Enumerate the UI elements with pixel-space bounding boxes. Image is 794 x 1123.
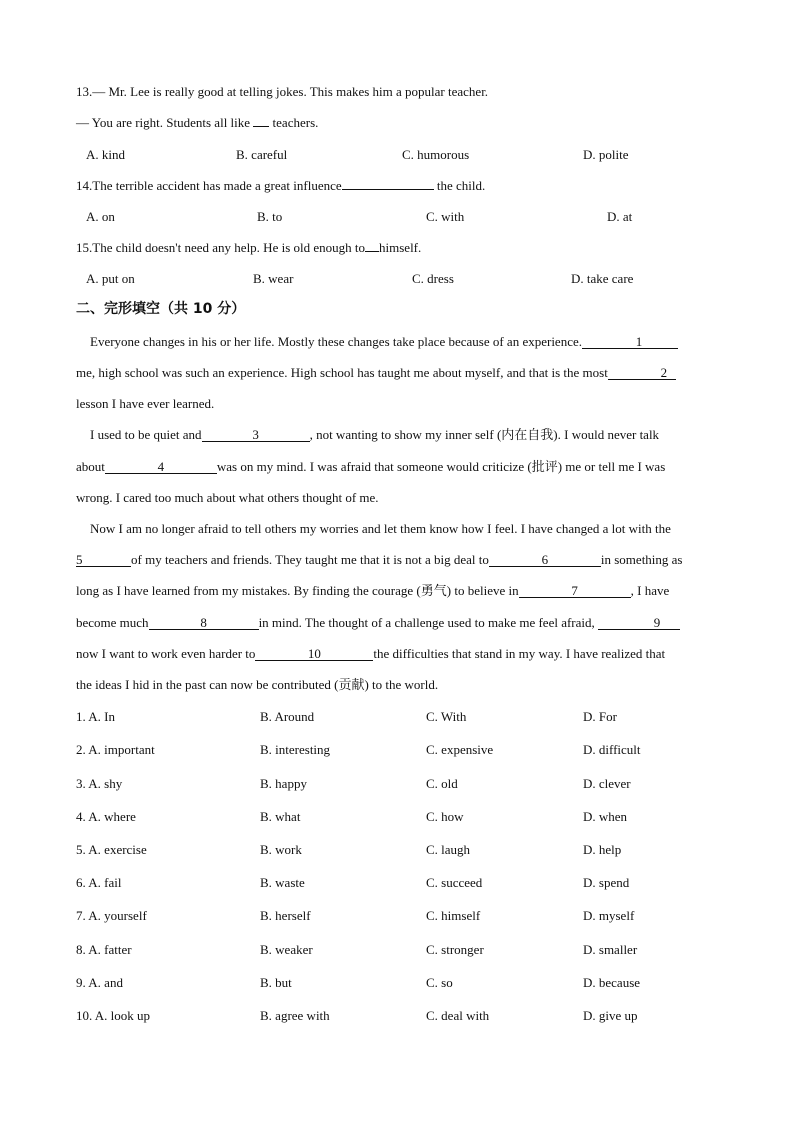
passage-line-1 — [90, 335, 678, 349]
blank-number: 8 — [200, 615, 207, 630]
passage-line-12: the ideas I hid in the past can now be contributed (贡献) to the world. — [76, 677, 439, 692]
cloze-option-row — [0, 710, 794, 726]
cloze-blank-10[interactable] — [255, 647, 373, 661]
option-b: B. what — [260, 809, 301, 824]
passage-line-7: Now I am no longer afraid to tell others my worries and let them know how I feel. I have changed a lot with the — [90, 521, 671, 536]
option-d: D. when — [583, 809, 628, 824]
option-d: D. because — [583, 975, 641, 990]
passage-line-3: lesson I have ever learned. — [76, 396, 215, 411]
option-b: B. interesting — [260, 742, 331, 757]
cloze-option-row — [0, 976, 794, 992]
q15-options — [0, 272, 794, 288]
cloze-option-row — [0, 876, 794, 892]
q15-option-b: B. wear — [253, 271, 294, 286]
cloze-option-row — [0, 909, 794, 925]
passage-line-11 — [76, 647, 665, 661]
q14-stem-text-a: 14.The terrible accident has made a great influence — [76, 178, 342, 193]
q15-blank[interactable] — [365, 251, 379, 252]
blank-number: 5 — [76, 552, 83, 567]
section-heading: 二、完形填空（共 10 分） — [76, 301, 246, 317]
q14-blank[interactable] — [342, 189, 434, 190]
cloze-option-row — [0, 843, 794, 859]
cloze-blank-2[interactable] — [608, 366, 676, 380]
q13-stem-text-b: teachers. — [272, 115, 319, 130]
q13-option-c: C. humorous — [402, 147, 470, 162]
passage-line-4 — [90, 428, 659, 442]
option-b: B. weaker — [260, 942, 313, 957]
cloze-option-row — [0, 810, 794, 826]
cloze-blank-3[interactable] — [202, 428, 310, 442]
option-a: 7. A. yourself — [76, 908, 147, 923]
q14-option-b: B. to — [257, 209, 283, 224]
q13-option-a: A. kind — [86, 147, 125, 162]
option-d: D. spend — [583, 875, 630, 890]
option-d: D. difficult — [583, 742, 641, 757]
option-c: C. himself — [426, 908, 481, 923]
passage-text: I used to be quiet and — [90, 427, 202, 442]
option-d: D. give up — [583, 1008, 638, 1023]
cloze-blank-1[interactable] — [582, 335, 678, 349]
option-a: 1. A. In — [76, 709, 115, 724]
q14-option-d: D. at — [607, 209, 633, 224]
option-a: 6. A. fail — [76, 875, 122, 890]
option-c: C. deal with — [426, 1008, 490, 1023]
passage-text: become much — [76, 615, 149, 630]
blank-number: 9 — [653, 615, 661, 630]
option-d: D. myself — [583, 908, 635, 923]
q14-options — [0, 210, 794, 226]
q13-blank[interactable] — [253, 126, 269, 127]
blank-number: 3 — [252, 427, 259, 442]
option-c: C. stronger — [426, 942, 484, 957]
passage-line-8 — [76, 553, 683, 567]
blank-number: 7 — [571, 583, 578, 598]
blank-number: 2 — [660, 365, 668, 380]
option-b: B. Around — [260, 709, 315, 724]
option-c: C. how — [426, 809, 464, 824]
option-c: C. laugh — [426, 842, 471, 857]
q15-option-a: A. put on — [86, 271, 135, 286]
q15-stem-text-a: 15.The child doesn't need any help. He is old enough to — [76, 240, 366, 255]
option-b: B. waste — [260, 875, 305, 890]
q13-option-b: B. careful — [236, 147, 288, 162]
option-c: C. expensive — [426, 742, 494, 757]
passage-text: now I want to work even harder to — [76, 646, 256, 661]
blank-number: 10 — [307, 646, 321, 661]
q14-stem — [76, 179, 485, 192]
cloze-option-row — [0, 777, 794, 793]
passage-text: long as I have learned from my mistakes. By finding the courage (勇气) to believe in — [76, 583, 519, 598]
passage-line-6: wrong. I cared too much about what others thought of me. — [76, 490, 379, 505]
passage-line-5 — [76, 460, 665, 474]
q13-stem-line1: 13.— Mr. Lee is really good at telling jokes. This makes him a popular teacher. — [76, 84, 489, 99]
cloze-blank-5[interactable] — [76, 553, 131, 567]
blank-number: 1 — [635, 334, 643, 349]
q15-option-c: C. dress — [412, 271, 454, 286]
option-b: B. happy — [260, 776, 307, 791]
option-a: 5. A. exercise — [76, 842, 147, 857]
passage-text: of my teachers and friends. They taught me that it is not a big deal to — [131, 552, 489, 567]
passage-text: me, high school was such an experience. High school has taught me about myself, and that is the most — [76, 365, 608, 380]
cloze-blank-9[interactable] — [598, 616, 680, 630]
option-d: D. clever — [583, 776, 631, 791]
q14-option-c: C. with — [426, 209, 465, 224]
passage-line-10 — [76, 616, 680, 630]
q13-stem-text-a: — You are right. Students all like — [76, 115, 251, 130]
passage-text: Everyone changes in his or her life. Mostly these changes take place because of an experience. — [90, 334, 582, 349]
cloze-option-row — [0, 943, 794, 959]
q13-option-d: D. polite — [583, 147, 629, 162]
passage-text: in mind. The thought of a challenge used to make me feel afraid, — [258, 615, 595, 630]
option-b: B. but — [260, 975, 292, 990]
option-a: 4. A. where — [76, 809, 136, 824]
option-a: 9. A. and — [76, 975, 123, 990]
option-a: 3. A. shy — [76, 776, 123, 791]
option-b: B. herself — [260, 908, 311, 923]
q15-stem-text-b: himself. — [379, 240, 422, 255]
q13-stem-line2 — [76, 116, 318, 129]
option-a: 8. A. fatter — [76, 942, 132, 957]
passage-line-9 — [76, 584, 669, 598]
q13-options — [0, 148, 794, 164]
cloze-blank-4[interactable] — [105, 460, 217, 474]
q14-option-a: A. on — [86, 209, 115, 224]
passage-text: was on my mind. I was afraid that someone would criticize (批评) me or tell me I was — [216, 459, 666, 474]
option-c: C. so — [426, 975, 453, 990]
blank-number: 6 — [541, 552, 549, 567]
option-c: C. With — [426, 709, 467, 724]
cloze-blank-7[interactable] — [519, 584, 631, 598]
option-d: D. help — [583, 842, 622, 857]
option-a: 2. A. important — [76, 742, 155, 757]
q15-option-d: D. take care — [571, 271, 634, 286]
option-c: C. old — [426, 776, 458, 791]
option-c: C. succeed — [426, 875, 483, 890]
option-a: 10. A. look up — [76, 1008, 151, 1023]
option-b: B. work — [260, 842, 302, 857]
cloze-option-row — [0, 743, 794, 759]
option-d: D. smaller — [583, 942, 638, 957]
cloze-blank-6[interactable] — [489, 553, 601, 567]
passage-text: , I have — [630, 583, 670, 598]
option-d: D. For — [583, 709, 617, 724]
passage-text: , not wanting to show my inner self (内在自我). I would never talk — [309, 427, 660, 442]
blank-number: 4 — [157, 459, 165, 474]
cloze-option-row — [0, 1009, 794, 1025]
q15-stem — [76, 241, 421, 254]
passage-text: in something as — [600, 552, 683, 567]
passage-text: the difficulties that stand in my way. I have realized that — [373, 646, 666, 661]
option-b: B. agree with — [260, 1008, 330, 1023]
cloze-blank-8[interactable] — [149, 616, 259, 630]
passage-line-2 — [76, 366, 676, 380]
q14-stem-text-b: the child. — [436, 178, 486, 193]
passage-text: about — [76, 459, 105, 474]
